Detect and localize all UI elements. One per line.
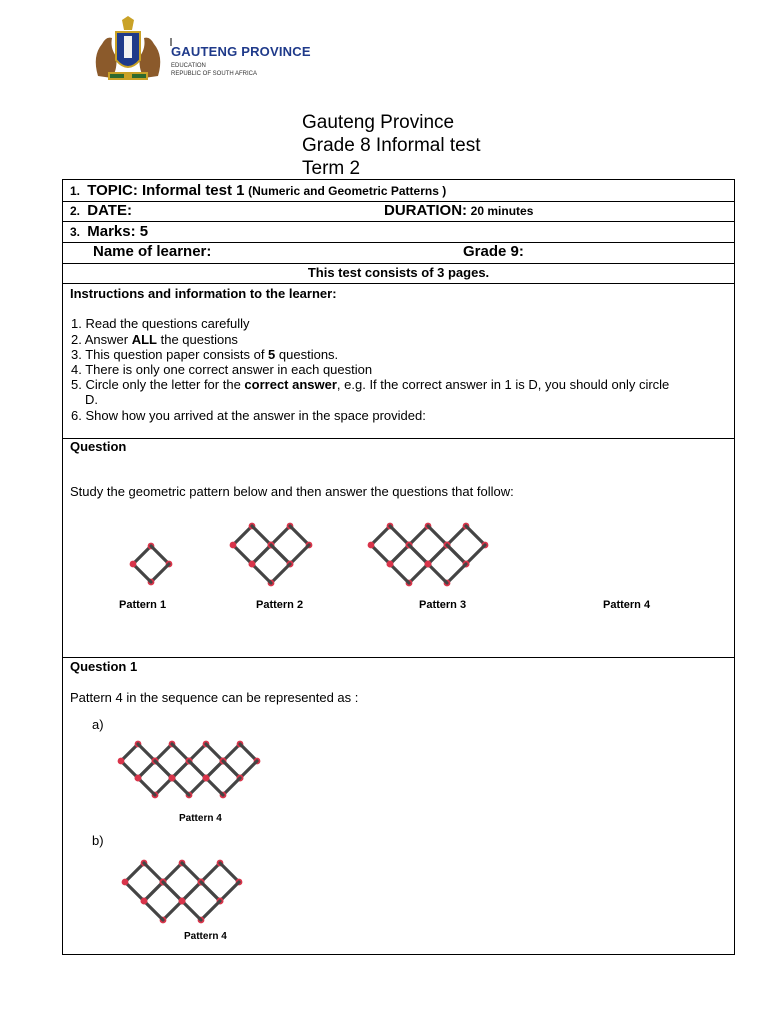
matchstick <box>163 863 182 882</box>
matchstick-head <box>387 561 394 568</box>
matchstick <box>223 778 240 795</box>
row-divider <box>63 438 734 439</box>
learner-name-label: Name of learner: <box>93 243 212 260</box>
matchstick <box>466 545 485 564</box>
grade-label: Grade 9: <box>463 243 524 260</box>
question-prompt: Study the geometric pattern below and then answer the questions that follow: <box>70 484 514 499</box>
row-divider <box>63 221 734 222</box>
matchstick <box>138 761 155 778</box>
instruction-item: 3. This question paper consists of 5 questions. <box>71 347 339 362</box>
matchstick-head <box>130 561 137 568</box>
matchstick <box>371 526 390 545</box>
matchstick <box>466 526 485 545</box>
pattern-label: Pattern 1 <box>119 599 167 611</box>
matchstick <box>252 526 271 545</box>
instruction-item: 4. There is only one correct answer in each question <box>71 362 373 377</box>
matchstick <box>371 545 390 564</box>
option-b-pattern-label: Pattern 4 <box>184 931 227 942</box>
row-divider <box>63 283 734 284</box>
matchstick <box>206 778 223 795</box>
matchstick <box>428 545 447 564</box>
test-info-table <box>62 179 735 955</box>
matchstick <box>290 526 309 545</box>
matchstick <box>138 778 155 795</box>
matchstick <box>144 882 163 901</box>
matchstick <box>271 526 290 545</box>
matchstick-head <box>249 561 256 568</box>
question-1-heading: Question 1 <box>70 659 138 674</box>
matchstick <box>223 761 240 778</box>
option-a-pattern-label: Pattern 4 <box>179 813 222 824</box>
matchstick <box>155 744 172 761</box>
matchstick <box>133 564 151 582</box>
matchstick <box>121 761 138 778</box>
matchstick <box>182 863 201 882</box>
title-term: Term 2 <box>302 158 361 179</box>
matchstick <box>172 761 189 778</box>
matchstick <box>409 526 428 545</box>
matchstick <box>189 761 206 778</box>
matchstick <box>201 882 220 901</box>
matchstick <box>390 545 409 564</box>
matchstick <box>240 744 257 761</box>
matchstick <box>138 744 155 761</box>
question-heading: Question <box>70 439 127 454</box>
matchstick <box>201 863 220 882</box>
matchstick <box>428 526 447 545</box>
matchstick <box>233 526 252 545</box>
option-b-label[interactable]: b) <box>92 833 104 848</box>
logo-country: REPUBLIC OF SOUTH AFRICA <box>171 71 258 77</box>
matchstick <box>252 564 271 583</box>
matchstick <box>121 744 138 761</box>
pattern-label: Pattern 3 <box>419 599 467 611</box>
matchstick <box>240 761 257 778</box>
matchstick <box>220 882 239 901</box>
matchstick <box>447 545 466 564</box>
matchstick <box>125 863 144 882</box>
option-a-label[interactable]: a) <box>92 717 104 732</box>
matchstick <box>182 901 201 920</box>
instruction-item-continued: D. <box>85 392 98 407</box>
matchstick <box>144 863 163 882</box>
option-a-figure[interactable] <box>121 744 271 804</box>
matchstick <box>252 545 271 564</box>
matchstick <box>189 744 206 761</box>
matchstick-head <box>141 898 148 905</box>
matchstick-head <box>425 561 432 568</box>
topic-row: 1. TOPIC: Informal test 1 (Numeric and Geometric Patterns ) <box>70 182 447 199</box>
matchstick <box>206 761 223 778</box>
pages-note: This test consists of 3 pages. <box>307 265 490 280</box>
matchstick <box>189 778 206 795</box>
matchstick <box>163 882 182 901</box>
question-1-prompt: Pattern 4 in the sequence can be represented as : <box>70 690 359 705</box>
matchstick <box>223 744 240 761</box>
matchstick <box>390 526 409 545</box>
matchstick-head <box>118 758 125 765</box>
matchstick-head <box>122 879 129 886</box>
pattern-1-figure <box>133 546 193 586</box>
instruction-item: 2. Answer ALL the questions <box>71 332 238 347</box>
matchstick <box>172 744 189 761</box>
matchstick <box>163 901 182 920</box>
matchstick <box>271 545 290 564</box>
pattern-label: Pattern 2 <box>256 599 304 611</box>
row-divider <box>63 263 734 264</box>
matchstick <box>206 744 223 761</box>
matchstick <box>447 526 466 545</box>
matchstick <box>182 882 201 901</box>
matchstick <box>271 564 290 583</box>
title-test: Grade 8 Informal test <box>302 135 481 156</box>
matchstick <box>201 901 220 920</box>
matchstick <box>409 564 428 583</box>
matchstick <box>151 564 169 582</box>
matchstick <box>290 545 309 564</box>
matchstick <box>125 882 144 901</box>
matchstick <box>172 778 189 795</box>
instruction-item: 6. Show how you arrived at the answer in the space provided: <box>71 408 426 423</box>
matchstick <box>447 564 466 583</box>
instruction-item: 1. Read the questions carefully <box>71 316 250 331</box>
instruction-item: 5. Circle only the letter for the correct answer, e.g. If the correct answer in 1 is D, you should only circle <box>71 377 670 392</box>
matchstick-head <box>135 775 142 782</box>
option-b-figure[interactable] <box>125 863 255 923</box>
logo-department: EDUCATION <box>171 63 206 69</box>
pattern-label: Pattern 4 <box>603 599 651 611</box>
matchstick <box>133 546 151 564</box>
matchstick <box>155 778 172 795</box>
matchstick <box>144 901 163 920</box>
logo-province-name: GAUTENG PROVINCE <box>171 44 311 59</box>
matchstick <box>155 761 172 778</box>
matchstick-head <box>368 542 375 549</box>
instructions-heading: Instructions and information to the learner: <box>70 286 337 301</box>
matchstick <box>428 564 447 583</box>
matchstick-head <box>179 898 186 905</box>
matchstick-head <box>203 775 210 782</box>
matchstick <box>233 545 252 564</box>
matchstick <box>409 545 428 564</box>
marks-row: 3. Marks: 5 <box>70 223 149 240</box>
matchstick-head <box>230 542 237 549</box>
title-province: Gauteng Province <box>302 112 455 133</box>
pattern-2-figure <box>233 526 323 586</box>
date-row: 2. DATE: <box>70 202 132 219</box>
matchstick-head <box>169 775 176 782</box>
row-divider <box>63 657 734 658</box>
pattern-3-figure <box>371 526 501 586</box>
duration: DURATION: 20 minutes <box>384 202 534 219</box>
matchstick <box>220 863 239 882</box>
matchstick <box>151 546 169 564</box>
matchstick <box>390 564 409 583</box>
